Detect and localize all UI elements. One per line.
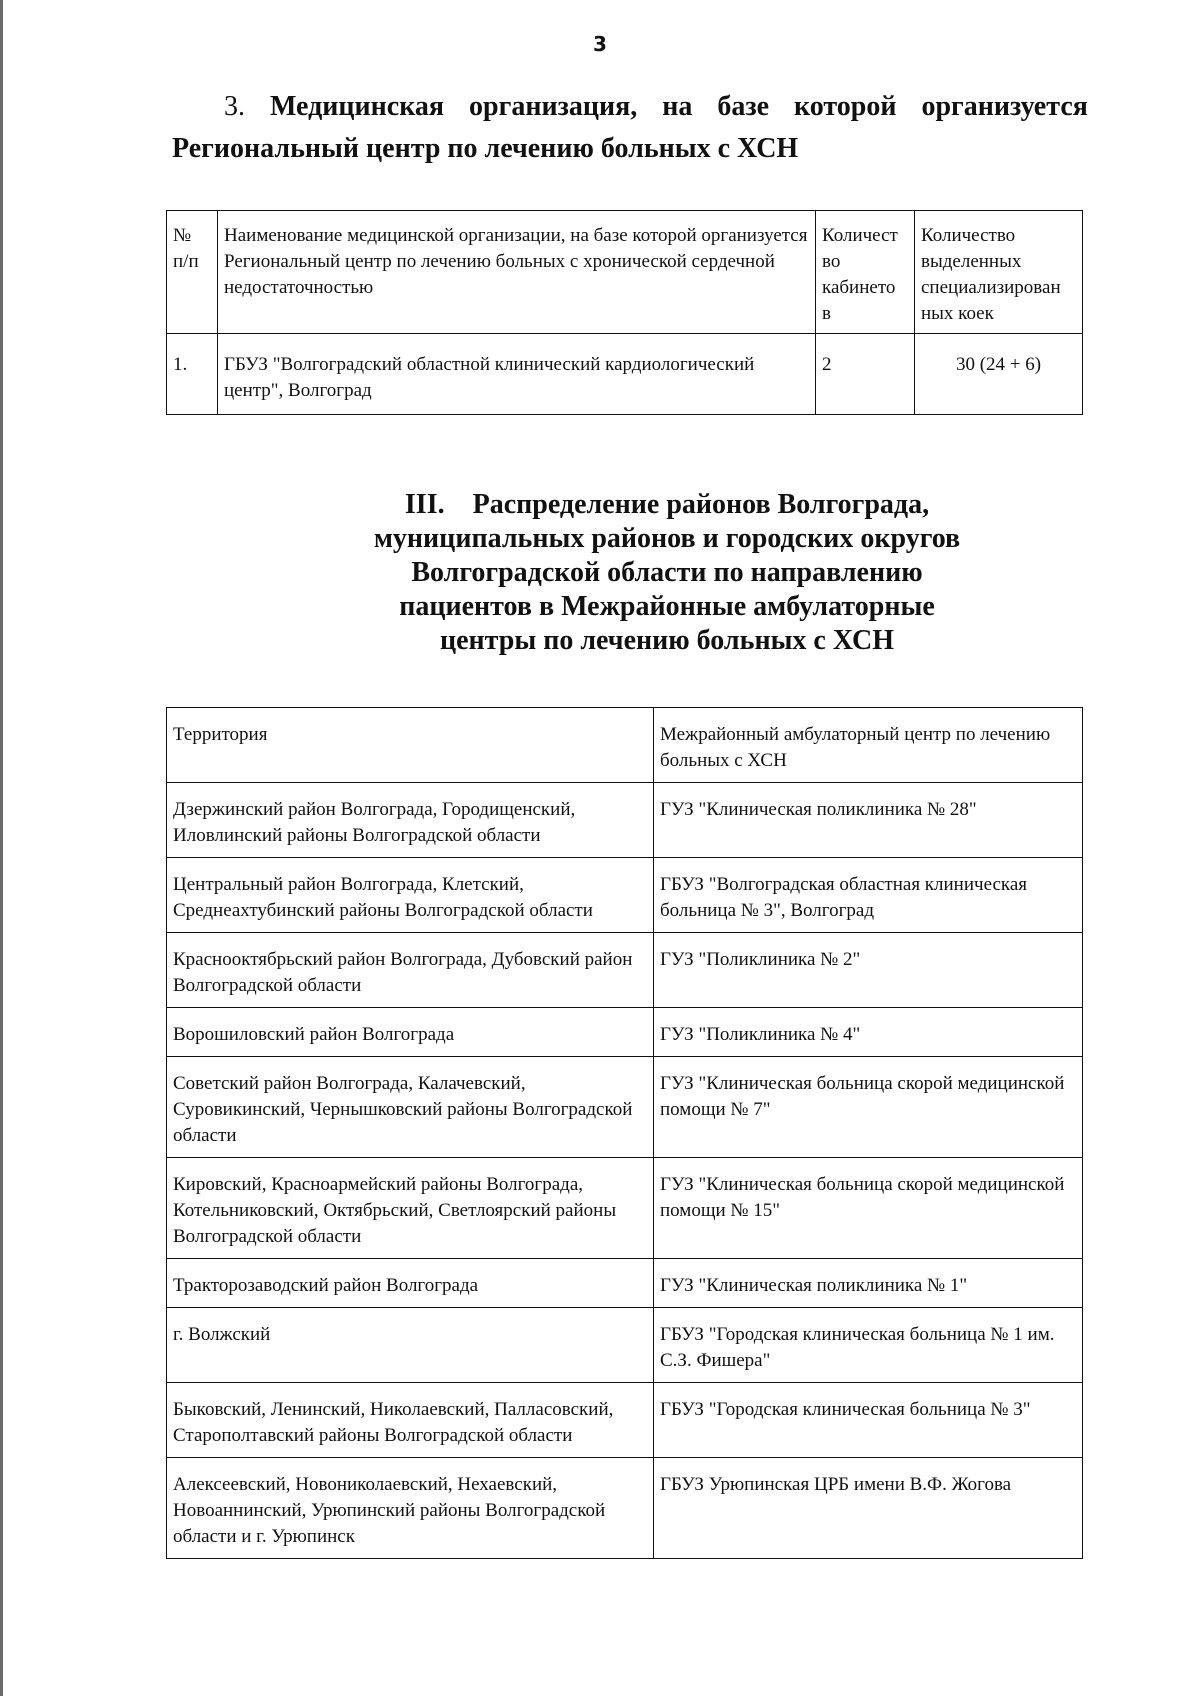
header-num: № п/п bbox=[167, 211, 218, 334]
cell-territory: Дзержинский район Волгограда, Городищенский, Иловлинский районы Волгоградской области bbox=[167, 783, 654, 858]
cell-center: ГБУЗ Урюпинская ЦРБ имени В.Ф. Жогова bbox=[654, 1458, 1083, 1559]
distribution-table bbox=[166, 707, 1083, 1559]
cell-territory: Советский район Волгограда, Калачевский, Суровикинский, Чернышковский районы Волгоградской области bbox=[167, 1057, 654, 1158]
title-word: организуется bbox=[921, 91, 1088, 122]
cell-territory: г. Волжский bbox=[167, 1308, 654, 1383]
part-3-title bbox=[250, 488, 1084, 658]
header-rooms: Количест во кабинето в bbox=[816, 211, 915, 334]
table-row bbox=[167, 1458, 1083, 1559]
cell-territory: Краснооктябрьский район Волгограда, Дубовский район Волгоградской области bbox=[167, 933, 654, 1008]
part-3-title-text: Распределение районов Волгограда, bbox=[472, 489, 930, 520]
cell-center: ГУЗ "Клиническая поликлиника № 28" bbox=[654, 783, 1083, 858]
title-word: организация, bbox=[469, 91, 638, 122]
cell-center: ГУЗ "Клиническая больница скорой медицинской помощи № 7" bbox=[654, 1057, 1083, 1158]
section-3-title-line2: Региональный центр по лечению больных с ХСН bbox=[172, 133, 799, 164]
cell-territory: Алексеевский, Новониколаевский, Нехаевский, Новоаннинский, Урюпинский районы Волгоградской области и г. Урюпинск bbox=[167, 1458, 654, 1559]
cell-territory: Тракторозаводский район Волгограда bbox=[167, 1259, 654, 1308]
cell-name: ГБУЗ "Волгоградский областной клинический кардиологический центр", Волгоград bbox=[218, 334, 816, 415]
table-row bbox=[167, 1158, 1083, 1259]
table-row bbox=[167, 334, 1083, 415]
cell-center: ГУЗ "Клиническая больница скорой медицинской помощи № 15" bbox=[654, 1158, 1083, 1259]
cell-center: ГУЗ "Клиническая поликлиника № 1" bbox=[654, 1259, 1083, 1308]
scan-edge bbox=[0, 0, 3, 1696]
part-3-roman-numeral: III. bbox=[404, 489, 445, 520]
part-3-title-line5: центры по лечению больных с ХСН bbox=[439, 625, 895, 656]
table-row bbox=[167, 1259, 1083, 1308]
cell-territory: Ворошиловский район Волгограда bbox=[167, 1008, 654, 1057]
part-3-title-line3: Волгоградской области по направлению bbox=[411, 557, 923, 588]
table-row bbox=[167, 1057, 1083, 1158]
section-3-title-line1 bbox=[172, 86, 1088, 128]
cell-num: 1. bbox=[167, 334, 218, 415]
part-3-title-line4: пациентов в Межрайонные амбулаторные bbox=[399, 591, 935, 622]
regional-center-table bbox=[166, 210, 1083, 415]
part-3-title-line2: муниципальных районов и городских округов bbox=[373, 523, 961, 554]
part-3-title-line1 bbox=[250, 488, 1084, 522]
title-word: которой bbox=[794, 91, 897, 122]
cell-beds: 30 (24 + 6) bbox=[915, 334, 1083, 415]
table-header-row bbox=[167, 211, 1083, 334]
cell-territory: Быковский, Ленинский, Николаевский, Палласовский, Старополтавский районы Волгоградской области bbox=[167, 1383, 654, 1458]
title-word: на bbox=[662, 91, 693, 122]
header-name: Наименование медицинской организации, на базе которой организуется Региональный центр по лечению больных с хронической сердечной недостаточностью bbox=[218, 211, 816, 334]
table-row bbox=[167, 1308, 1083, 1383]
cell-rooms: 2 bbox=[816, 334, 915, 415]
cell-center: ГУЗ "Поликлиника № 2" bbox=[654, 933, 1083, 1008]
header-center: Межрайонный амбулаторный центр по лечению больных с ХСН bbox=[654, 708, 1083, 783]
table-row bbox=[167, 1383, 1083, 1458]
cell-center: ГБУЗ "Городская клиническая больница № 3" bbox=[654, 1383, 1083, 1458]
cell-center: ГБУЗ "Волгоградская областная клиническая больница № 3", Волгоград bbox=[654, 858, 1083, 933]
section-3-title bbox=[172, 86, 1088, 170]
cell-territory: Центральный район Волгограда, Клетский, Среднеахтубинский районы Волгоградской области bbox=[167, 858, 654, 933]
header-territory: Территория bbox=[167, 708, 654, 783]
title-word: базе bbox=[717, 91, 770, 122]
header-beds: Количество выделенных специализирован ных коек bbox=[915, 211, 1083, 334]
table-row bbox=[167, 783, 1083, 858]
table-header-row bbox=[167, 708, 1083, 783]
cell-territory: Кировский, Красноармейский районы Волгограда, Котельниковский, Октябрьский, Светлоярский районы Волгоградской области bbox=[167, 1158, 654, 1259]
table-row bbox=[167, 858, 1083, 933]
table-row bbox=[167, 1008, 1083, 1057]
title-word: Медицинская bbox=[269, 91, 445, 122]
cell-center: ГУЗ "Поликлиника № 4" bbox=[654, 1008, 1083, 1057]
section-3-number: 3. bbox=[224, 91, 245, 122]
cell-center: ГБУЗ "Городская клиническая больница № 1 им. С.З. Фишера" bbox=[654, 1308, 1083, 1383]
page-number: 3 bbox=[593, 32, 607, 56]
table-row bbox=[167, 933, 1083, 1008]
